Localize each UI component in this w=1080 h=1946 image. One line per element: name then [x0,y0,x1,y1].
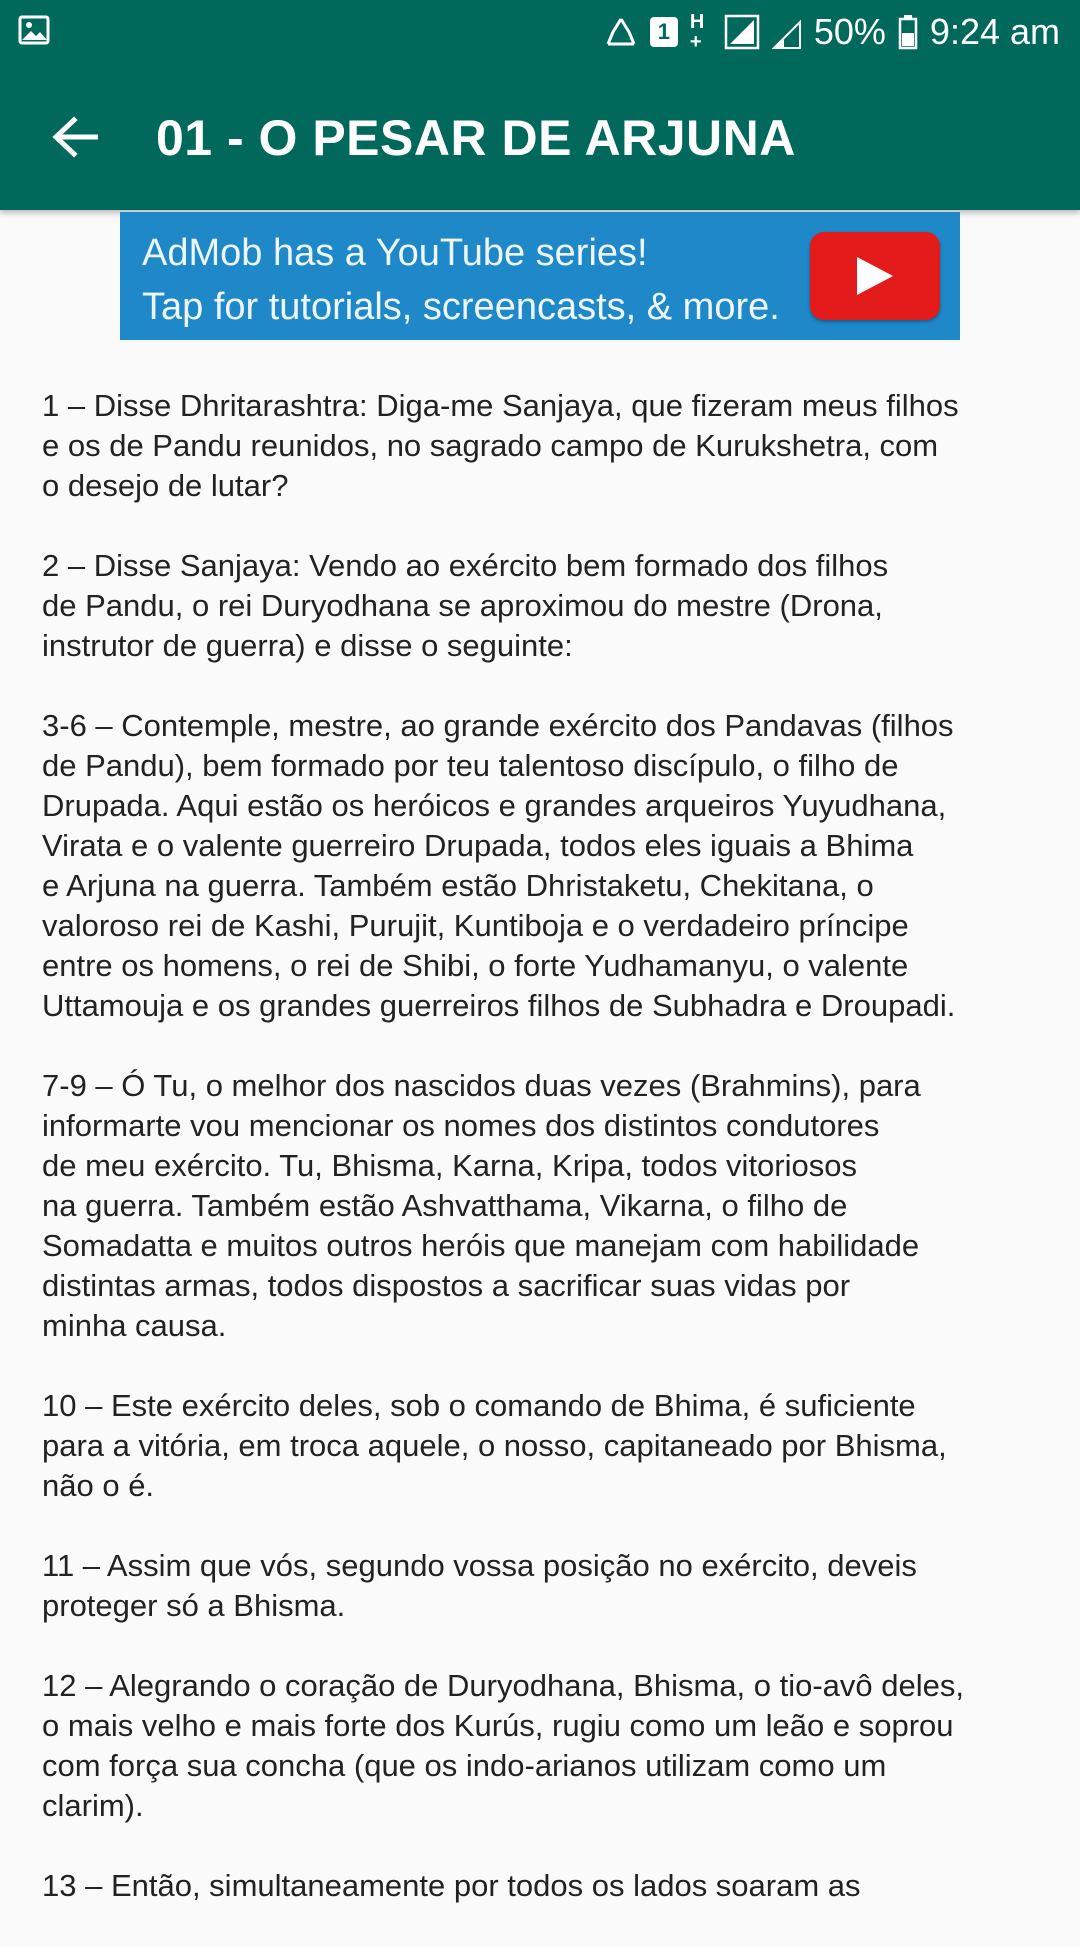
ad-banner[interactable] [120,212,960,340]
verse: 13 – Então, simultaneamente por todos os lados soaram as [42,1868,861,1903]
notification-badge-icon [650,17,678,47]
page-title: 01 - O PESAR DE ARJUNA [156,110,796,166]
verse: 11 – Assim que vós, segundo vossa posição no exército, deveis proteger só a Bhisma. [42,1548,917,1623]
verse: 3-6 – Contemple, mestre, ao grande exército dos Pandavas (filhos de Pandu), bem formado por teu talentoso discípulo, o filho de Drupada. Aqui estão os heróicos e grandes arqueiros Yuyudhana, Virata e o valente guerreiro Drupada, todos eles iguais a Bhima e Arjuna na guerra. Também estão Dhristaketu, Chekitana, o valoroso rei de Kashi, Purujit, Kuntiboja e o verdadeiro príncipe entre os homens, o rei de Shibi, o forte Yudhamanyu, o valente Uttamouja e os grandes guerreiros filhos de Subhadra e Droupadi. [42,708,956,1023]
youtube-play-icon [855,255,895,297]
verse: 1 – Disse Dhritarashtra: Diga-me Sanjaya, que fizeram meus filhos e os de Pandu reunidos, no sagrado campo de Kurukshetra, com o desejo de lutar? [42,388,959,503]
chapter-text [42,386,1042,1946]
clock: 9:24 am [929,11,1060,52]
verse: 10 – Este exército deles, sob o comando de Bhima, é suficiente para a vitória, em troca aquele, o nosso, capitaneado por Bhisma, não o é. [42,1388,947,1503]
status-bar [0,0,1080,64]
ad-line-1: AdMob has a YouTube series! [142,232,648,274]
notification-count: 1 [657,19,670,44]
signal-icon [724,14,760,50]
ad-line-2: Tap for tutorials, screencasts, & more. [142,286,780,328]
app-bar [0,64,1080,210]
status-icons [604,0,1060,64]
data-icon: H+ [689,11,705,53]
verse: 12 – Alegrando o coração de Duryodhana, Bhisma, o tio-avô deles, o mais velho e mais forte dos Kurús, rugiu como um leão e soprou com força sua concha (que os indo-arianos utilizam como um clarim). [42,1668,964,1823]
verse: 2 – Disse Sanjaya: Vendo ao exército bem formado dos filhos de Pandu, o rei Duryodhana se aproximou do mestre (Drona, instrutor de guerra) e disse o seguinte: [42,548,889,663]
battery-percent: 50% [813,11,886,52]
ad-text [142,226,780,334]
verse: 7-9 – Ó Tu, o melhor dos nascidos duas vezes (Brahmins), para informarte vou mencionar os nomes dos distintos condutores de meu exército. Tu, Bhisma, Karna, Kripa, todos vitoriosos na guerra. Também estão Ashvatthama, Vikarna, o filho de Somadatta e muitos outros heróis que manejam com habilidade distintas armas, todos dispostos a sacrificar suas vidas por minha causa. [42,1068,921,1343]
recycle-icon [604,16,638,48]
signal-weak-icon [772,14,802,50]
image-icon [18,14,50,46]
youtube-play-button[interactable] [810,232,940,320]
arrow-left-icon [52,116,98,158]
back-button[interactable] [40,102,110,172]
battery-icon [898,14,918,50]
